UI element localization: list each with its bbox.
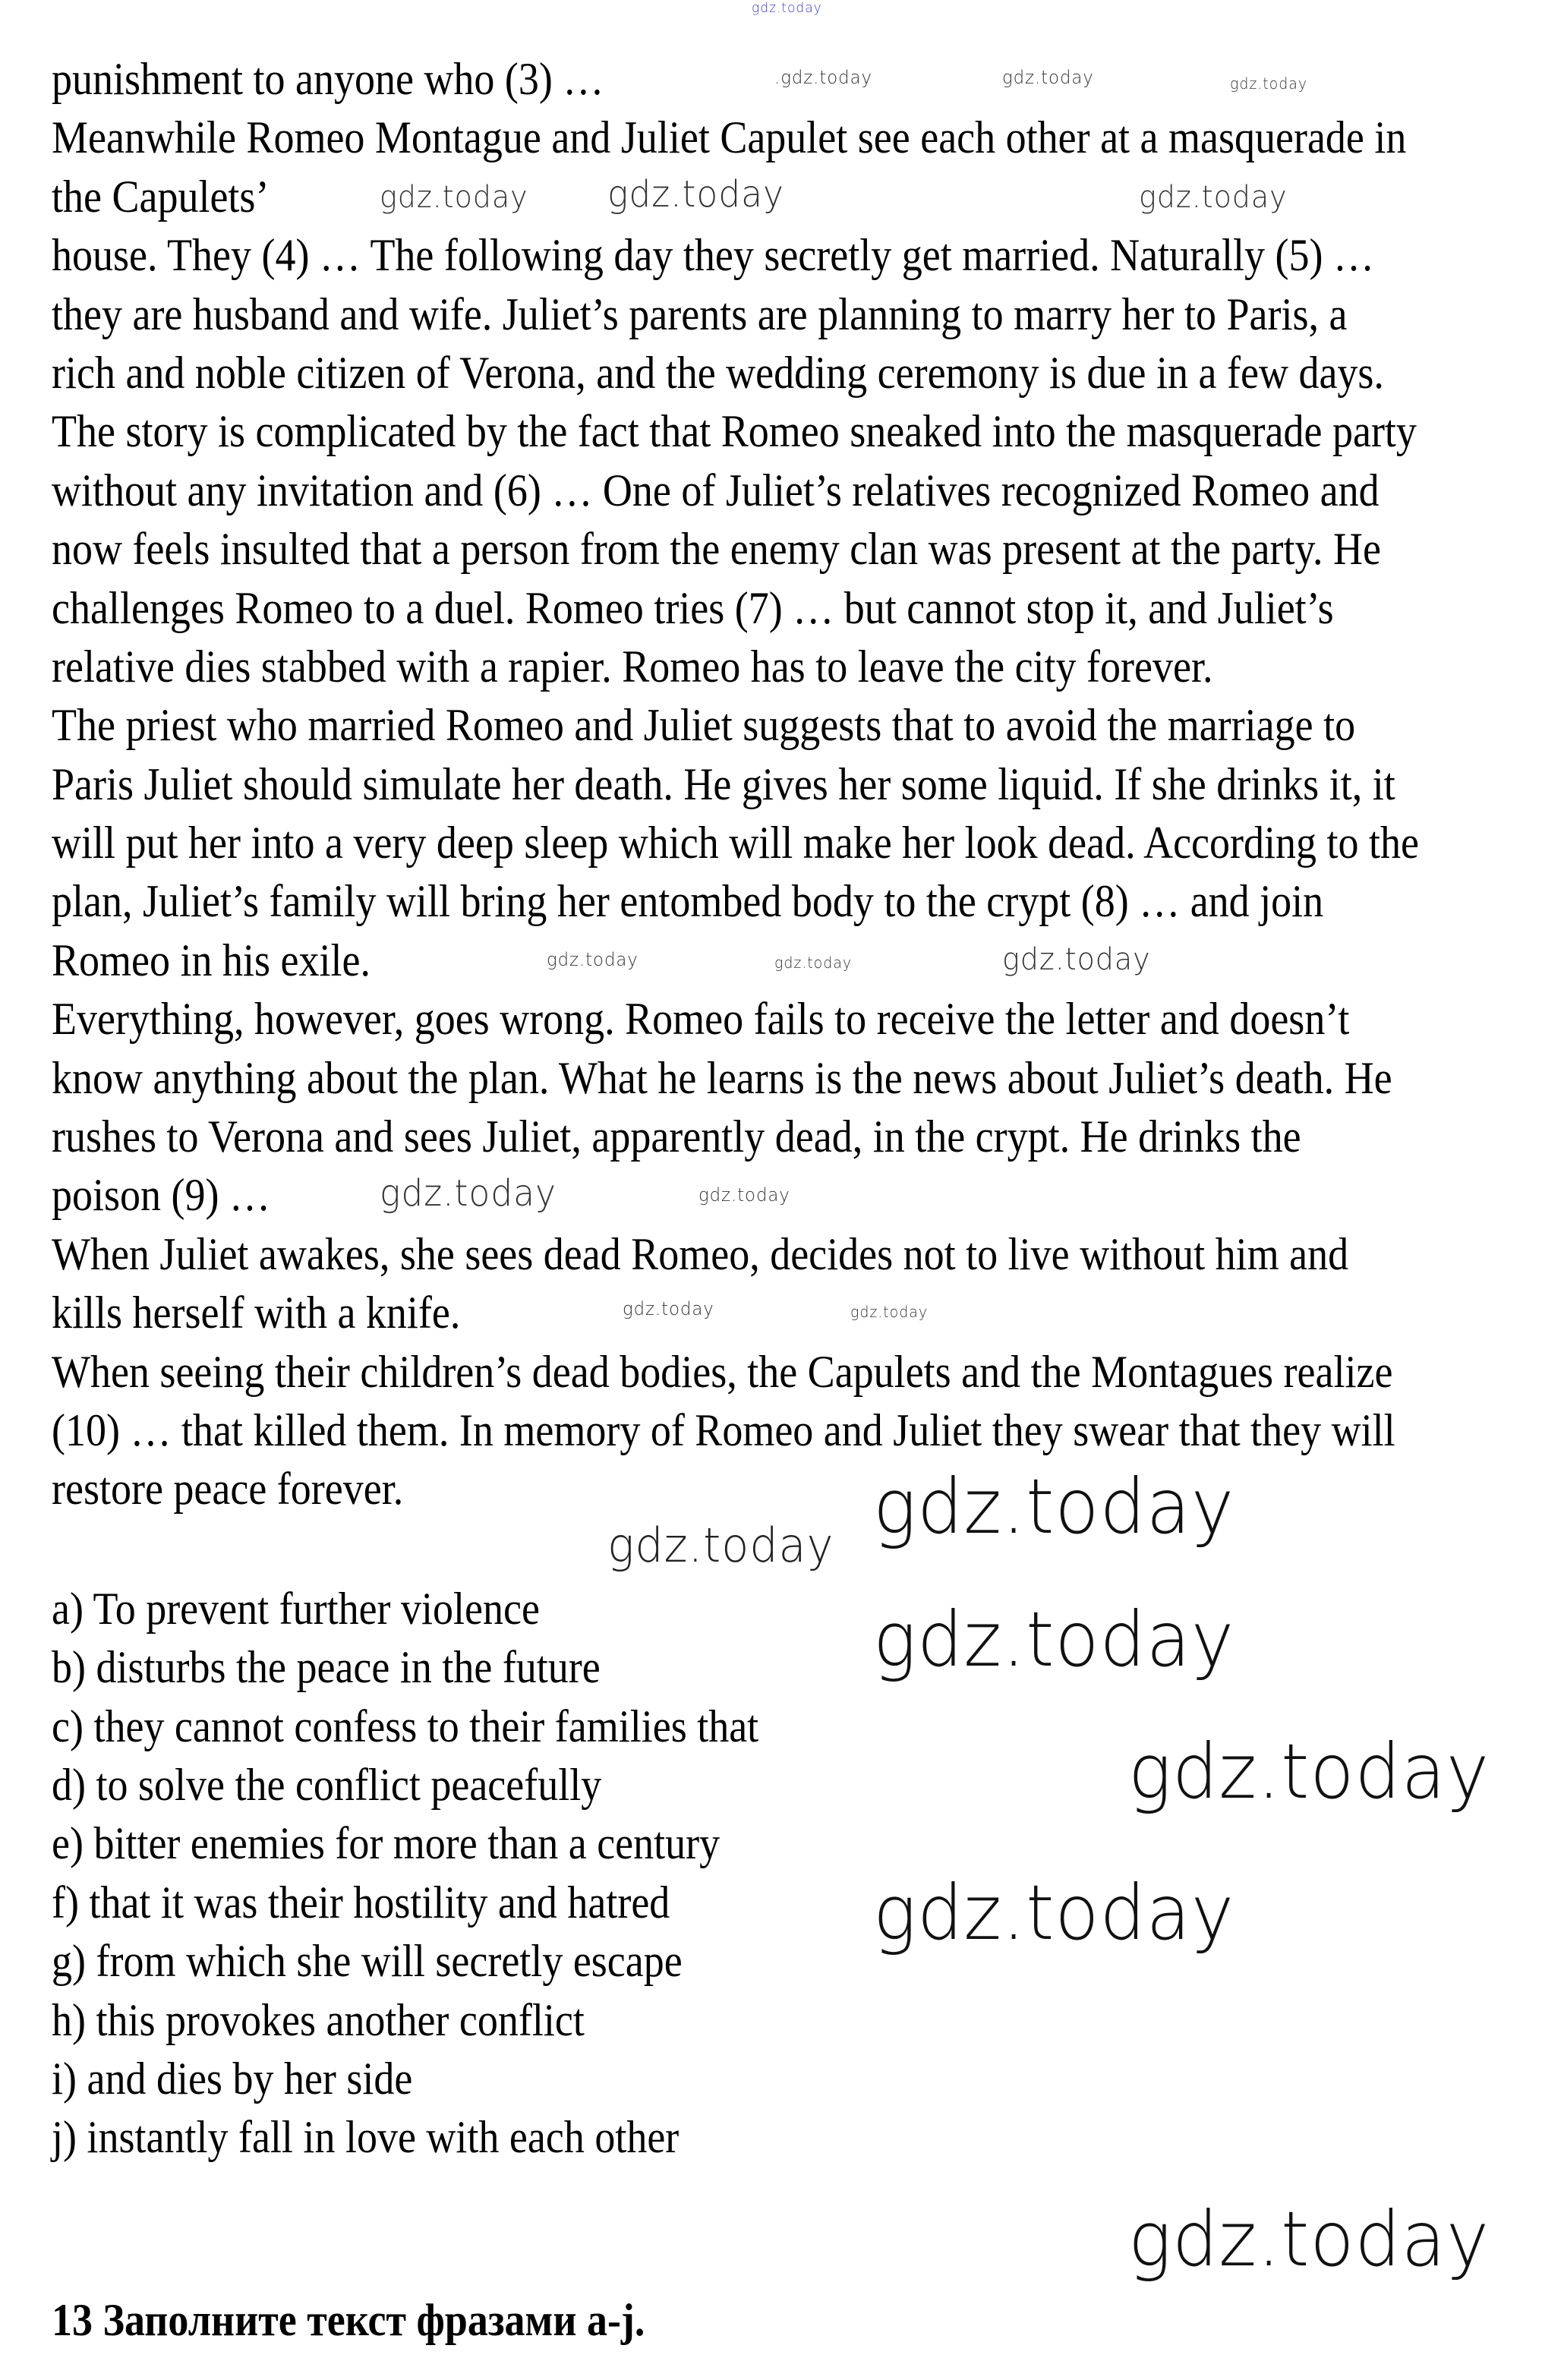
text-line: challenges Romeo to a duel. Romeo tries (7) … but cannot stop it, and Juliet’s — [52, 582, 1334, 633]
watermark: gdz.today — [1230, 74, 1308, 93]
text-line: house. They (4) … The following day they secretly get married. Naturally (5) … — [52, 230, 1375, 281]
option-item: g) from which she will secretly escape — [52, 1936, 683, 1987]
watermark: gdz.today — [607, 1518, 834, 1573]
task-title: 13 Заполните текст фразами a-j. — [52, 2294, 645, 2345]
watermark: gdz.today — [380, 180, 528, 215]
text-line: they are husband and wife. Juliet’s parents are planning to marry her to Paris, a — [52, 288, 1348, 339]
watermark: gdz.today — [380, 1172, 557, 1215]
watermark: gdz.today — [774, 954, 853, 972]
text-line: will put her into a very deep sleep which will make her look dead. According to the — [52, 818, 1419, 868]
story-paragraphs — [52, 50, 1540, 1519]
option-item: h) this provokes another conflict — [52, 1994, 585, 2045]
text-line: Paris Juliet should simulate her death. He gives her some liquid. If she drinks it, it — [52, 758, 1395, 809]
watermark: gdz.today — [547, 949, 639, 970]
text-line: rushes to Verona and sees Juliet, apparently dead, in the crypt. He drinks the — [52, 1111, 1301, 1162]
text-line: punishment to anyone who (3) … — [52, 54, 604, 104]
text-line: poison (9) … — [52, 1170, 270, 1221]
answer-options — [52, 1580, 1540, 2167]
text-line: without any invitation and (6) … One of Juliet’s relatives recognized Romeo and — [52, 465, 1380, 515]
text-line: kills herself with a knife. — [52, 1288, 461, 1338]
option-item: e) bitter enemies for more than a century — [52, 1818, 721, 1869]
text-line: plan, Juliet’s family will bring her entombed body to the crypt (8) … and join — [52, 876, 1324, 927]
text-line: the Capulets’ — [52, 171, 270, 222]
text-line: now feels insulted that a person from the enemy clan was present at the party. He — [52, 524, 1381, 575]
document-text — [52, 50, 1540, 2350]
watermark: gdz.today — [1002, 67, 1094, 88]
text-line: The priest who married Romeo and Juliet suggests that to avoid the marriage to — [52, 700, 1356, 751]
watermark: gdz.today — [850, 1303, 929, 1321]
watermark: gdz.today — [1128, 2195, 1490, 2284]
option-item: b) disturbs the peace in the future — [52, 1642, 601, 1693]
text-line: relative dies stabbed with a rapier. Romeo has to leave the city forever. — [52, 641, 1213, 692]
watermark: gdz.today — [1002, 942, 1151, 977]
text-line: When seeing their children’s dead bodies, the Capulets and the Montagues realize — [52, 1346, 1393, 1397]
watermark: gdz.today — [873, 1868, 1235, 1957]
text-line: The story is complicated by the fact that Romeo sneaked into the masquerade party — [52, 406, 1417, 457]
option-item: i) and dies by her side — [52, 2053, 413, 2104]
watermark: .gdz.today — [774, 67, 872, 88]
watermark: gdz.today — [607, 173, 784, 216]
watermark: gdz.today — [873, 1462, 1235, 1551]
watermark: gdz.today — [1139, 180, 1288, 215]
text-line: know anything about the plan. What he learns is the news about Juliet’s death. He — [52, 1052, 1392, 1103]
option-item: j) instantly fall in love with each other — [52, 2112, 680, 2163]
watermark: gdz.today — [1128, 1727, 1490, 1816]
option-item: d) to solve the conflict peacefully — [52, 1759, 602, 1810]
text-line: Meanwhile Romeo Montague and Juliet Capulet see each other at a masquerade in — [52, 112, 1407, 163]
watermark: gdz.today — [698, 1184, 790, 1206]
option-item: a) To prevent further violence — [52, 1583, 540, 1634]
text-line: Romeo in his exile. — [52, 935, 371, 985]
watermark: gdz.today — [623, 1298, 714, 1319]
text-line: Everything, however, goes wrong. Romeo fails to receive the letter and doesn’t — [52, 994, 1350, 1045]
watermark: gdz.today — [873, 1595, 1235, 1684]
text-line: (10) … that killed them. In memory of Romeo and Juliet they swear that they will — [52, 1404, 1395, 1455]
watermark: gdz.today — [752, 0, 822, 16]
option-item: f) that it was their hostility and hatred — [52, 1877, 670, 1928]
text-line: restore peace forever. — [52, 1464, 404, 1515]
option-item: c) they cannot confess to their families that — [52, 1701, 759, 1751]
text-line: rich and noble citizen of Verona, and the wedding ceremony is due in a few days. — [52, 347, 1384, 398]
text-line: When Juliet awakes, she sees dead Romeo, decides not to live without him and — [52, 1228, 1349, 1279]
